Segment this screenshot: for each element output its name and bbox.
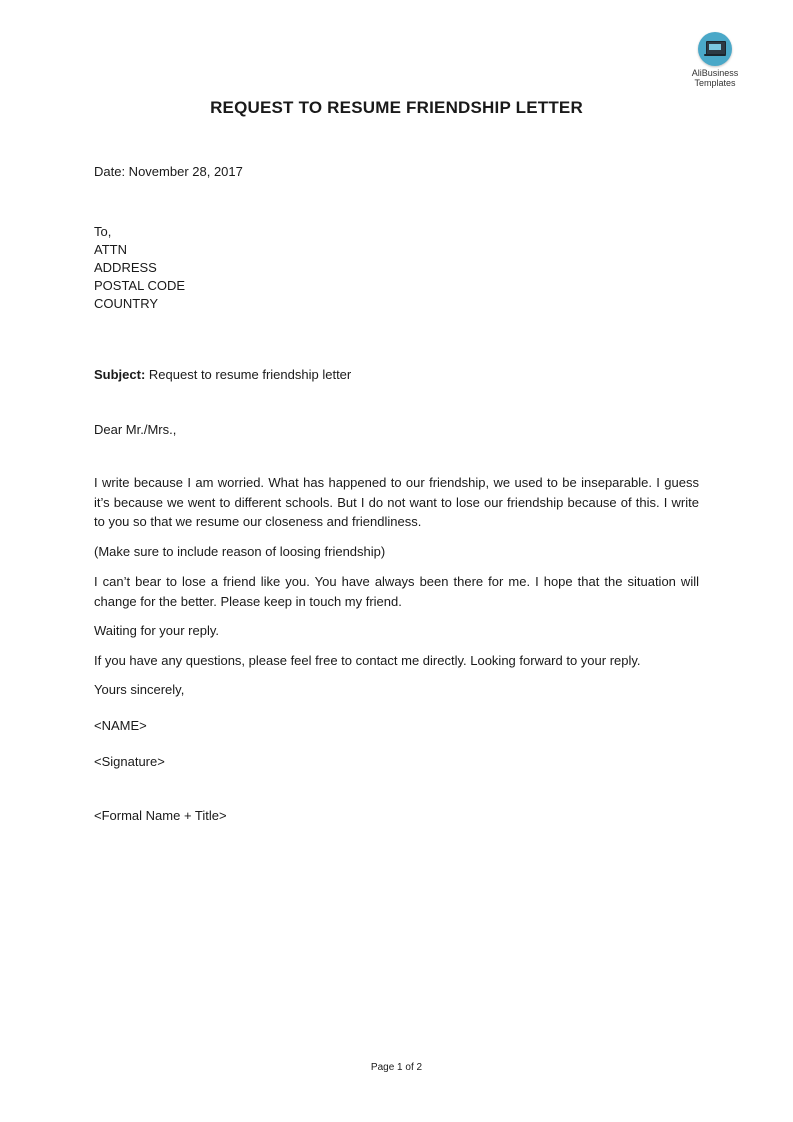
closing-signature: <Signature> (94, 754, 165, 769)
body-paragraph-4: Waiting for your reply. (94, 623, 219, 638)
salutation: Dear Mr./Mrs., (94, 422, 177, 437)
body-paragraph-2: (Make sure to include reason of loosing friendship) (94, 544, 386, 559)
logo-text-line1: AliBusiness (691, 68, 739, 78)
closing-name: <NAME> (94, 718, 147, 733)
address-postal-code: POSTAL CODE (94, 278, 186, 293)
subject-text: Request to resume friendship letter (145, 367, 352, 382)
logo-text-line2: Templates (694, 78, 736, 88)
laptop-icon (698, 32, 732, 66)
body-paragraph-1: I write because I am worried. What has happened to our friendship, we used to be inseparable. I guess it’s because we went to different schools. But I do not want to lose our friendship because of this. I write to you so that we resume our closeness and friendliness. (94, 475, 699, 529)
body-paragraph-3: I can’t bear to lose a friend like you. You have always been there for me. I hope that the situation will change for the better. Please keep in touch my friend. (94, 574, 699, 609)
address-country: COUNTRY (94, 296, 159, 311)
address-to: To, (94, 224, 112, 239)
subject-line (94, 366, 351, 384)
page-number: Page 1 of 2 (370, 1062, 423, 1073)
address-attn: ATTN (94, 242, 127, 257)
date-line: Date: November 28, 2017 (94, 164, 243, 179)
document-title: REQUEST TO RESUME FRIENDSHIP LETTER (210, 98, 583, 117)
subject-label: Subject: (94, 367, 146, 382)
company-logo (680, 32, 750, 88)
closing-sincerely: Yours sincerely, (94, 682, 185, 697)
closing-formal-name: <Formal Name + Title> (94, 808, 227, 823)
address-address: ADDRESS (94, 260, 157, 275)
body-paragraph-5: If you have any questions, please feel free to contact me directly. Looking forward to your reply. (94, 653, 641, 668)
